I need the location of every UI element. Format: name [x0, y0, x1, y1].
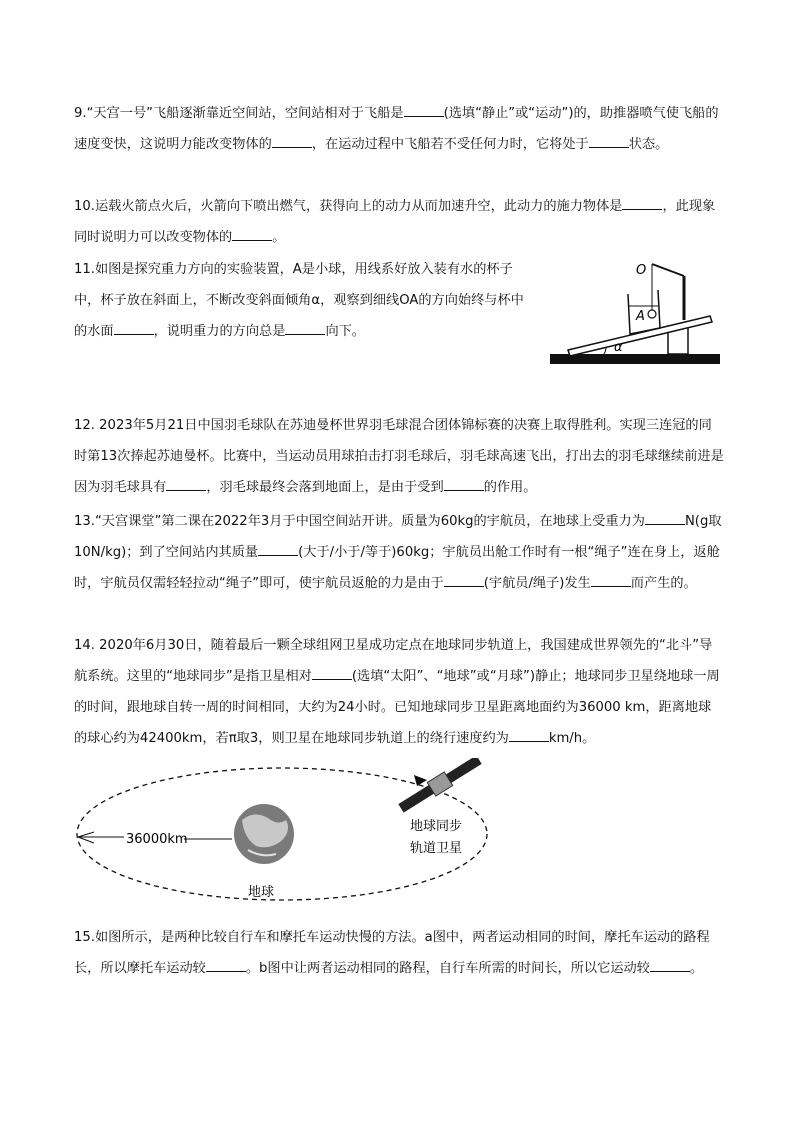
blank [312, 667, 352, 680]
orbit-arrow [414, 775, 427, 786]
blank [258, 543, 298, 556]
arrow-left-head-b [78, 837, 94, 843]
blank [285, 322, 325, 335]
label-a: A [636, 309, 645, 324]
question-9: 9.“天宫一号”飞船逐渐靠近空间站，空间站相对于飞船是 (选填“静止”或“运动”)的，助推器喷气使飞船的速度变快，这说明力能改变物体的 ，在运动过程中飞船若不受任何力时，它将处于 状态。 [74, 106, 719, 152]
blank [589, 135, 629, 148]
blank [650, 959, 690, 972]
blank [645, 512, 685, 525]
ball-a [648, 310, 656, 318]
blank [591, 574, 631, 587]
incline-apparatus-diagram [548, 258, 724, 370]
satellite-label-line1: 地球同步 [410, 819, 463, 834]
blank [509, 729, 549, 742]
solar-panel-left [398, 785, 434, 813]
blank [114, 322, 154, 335]
question-14: 14. 2020年6月30日，随着最后一颗全球组网卫星成功定点在地球同步轨道上，我国建成世界领先的“北斗”导航系统。这里的“地球同步”是指卫星相对 (选填“太阳”、“地球”或“月球”)静止；地球同步卫星绕地球一周的时间，跟地球自转一周的时间相同，大约为24小时。已知地球同步卫星距离地面约为36000 km，距离地球的球心约为42400km，若π取3，则卫星在地球同步轨道上的绕行速度约为 km/h。 [74, 638, 720, 746]
label-alpha: α [614, 340, 623, 355]
satellite-orbit-figure [72, 758, 502, 908]
satellite-icon [397, 758, 483, 815]
question-15: 15.如图所示，是两种比较自行车和摩托车运动快慢的方法。a图中，两者运动相同的时间，摩托车运动的路程长，所以摩托车运动较 。b图中让两者运动相同的路程，自行车所需的时间长，所以它运动较 。 [74, 930, 710, 976]
angle-arc [604, 348, 606, 354]
blank [166, 478, 206, 491]
stand-arm [652, 264, 684, 276]
question-13: 13.“天宫课堂”第二课在2022年3月于中国空间站开讲。质量为60kg的宇航员，在地球上受重力为 N(g取10N/kg)；到了空间站内其质量 (大于/小于/等于)60kg；宇航员出舱工作时有一根“绳子”连在身上，返舱时，宇航员仅需轻轻拉动“绳子”即可，使宇航员返舱的力是由于 (宇航员/绳子)发生 而产生的。 [74, 514, 722, 591]
label-o: O [636, 263, 647, 278]
blank [444, 574, 484, 587]
blank [272, 135, 312, 148]
arrow-left-head-a [78, 832, 94, 837]
question-12: 12. 2023年5月21日中国羽毛球队在苏迪曼杯世界羽毛球混合团体锦标赛的决赛上取得胜利。实现三连冠的同时第13次捧起苏迪曼杯。比赛中，当运动员用球拍击打羽毛球后，羽毛球高速飞出，打出去的羽毛球继续前进是因为羽毛球具有 ，羽毛球最终会落到地面上，是由于受到 的作用。 [74, 418, 724, 495]
question-11: 11.如图是探究重力方向的实验装置，A是小球，用线系好放入装有水的杯子中，杯子放在斜面上，不断改变斜面倾角α，观察到细线OA的方向始终与杯中的水面 ，说明重力的方向总是 向下。 [74, 262, 524, 339]
solar-panel-right [446, 758, 482, 783]
blank [232, 228, 272, 241]
orbit-diagram [72, 758, 502, 908]
blank [206, 959, 246, 972]
gravity-direction-figure [548, 258, 724, 370]
earth-label: 地球 [248, 885, 275, 900]
blank [622, 197, 662, 210]
question-10: 10.运载火箭点火后，火箭向下喷出燃气，获得向上的动力从而加速升空，此动力的施力物体是 ，此现象同时说明力可以改变物体的 。 [74, 199, 716, 245]
blank [404, 104, 444, 117]
distance-label: 36000km [126, 832, 188, 847]
blank [444, 478, 484, 491]
ground-bar [550, 354, 720, 364]
satellite-label-line2: 轨道卫星 [410, 841, 463, 856]
